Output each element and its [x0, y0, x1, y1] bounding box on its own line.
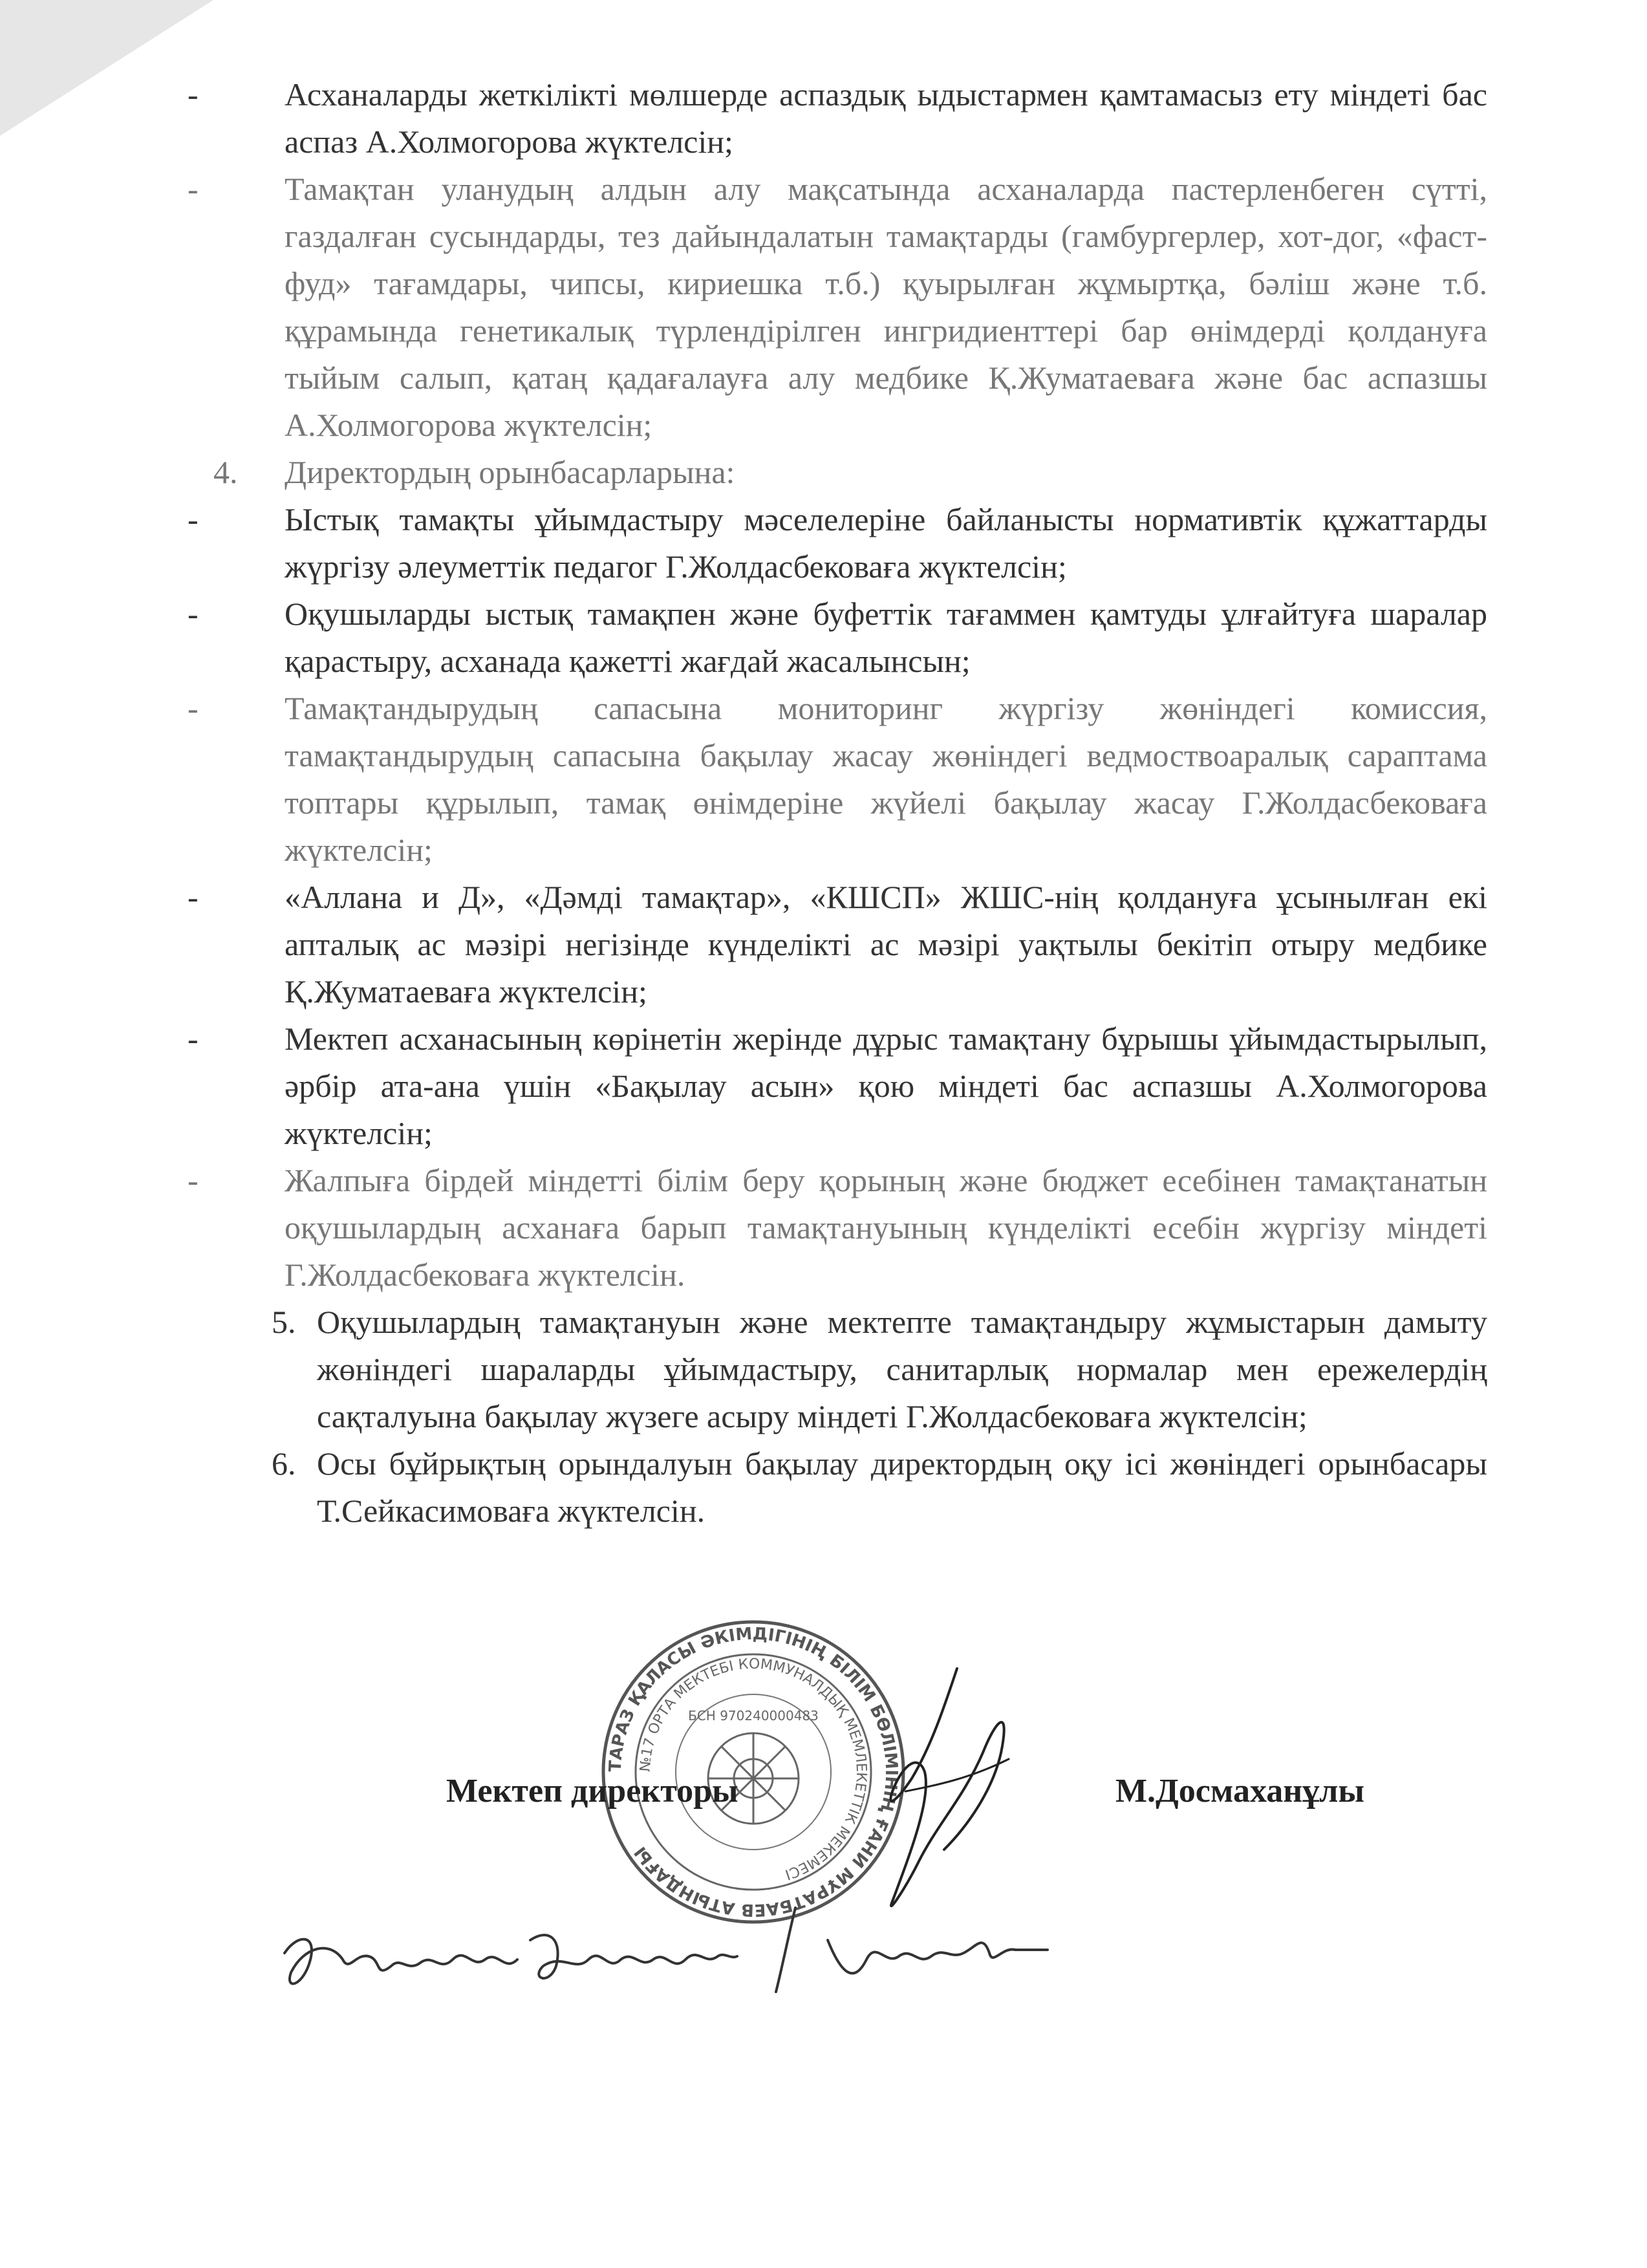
list-item: - Мектеп асханасының көрінетін жерінде дұрыс тамақтану бұрышы ұйымдастырылып, әрбір ата-ана үшін «Бақылау асын» қою міндеті бас аспазшы А.Холмогорова жүктелсін; — [188, 1021, 1487, 1151]
handwritten-note — [272, 1895, 1112, 2011]
director-signature — [815, 1656, 1067, 1927]
list-item: - Ыстық тамақты ұйымдастыру мәселелеріне байланысты нормативтік құжаттарды жүргізу әлеуметтік педагог Г.Жолдасбековаға жүктелсін; — [188, 501, 1487, 585]
list-item: - Асханаларды жеткілікті мөлшерде аспаздық ыдыстармен қамтамасыз ету міндеті бас аспаз А.Холмогорова жүктелсін; — [188, 76, 1487, 160]
director-title: Мектеп директоры — [446, 1773, 738, 1809]
list-item-numbered: 6. Осы бұйрықтың орындалуын бақылау директордың оқу ісі жөніндегі орынбасары Т.Сейкасимоваға жүктелсін. — [272, 1445, 1487, 1529]
list-item: - «Аллана и Д», «Дәмді тамақтар», «КШСП» ЖШС-нің қолдануға ұсынылған екі апталық ас мәзірі негізінде күнделікті ас мәзірі уақтылы бекітіп отыру медбике Қ.Жуматаеваға жүктелсін; — [188, 879, 1487, 1010]
list-item: - Тамақтан уланудың алдын алу мақсатында асханаларда пастерленбеген сүтті, газдалған сусындарды, тез дайындалатын тамақтарды (гамбургерлер, хот-дог, «фаст-фуд» тағамдары, чипсы, кириешка т.б.) қуырылған жұмыртқа, бәліш және т.б. құрамында генетикалық түрлендірілген ингридиенттері бар өнімдерді қолдануға тыйым салып, қатаң қадағалауға алу медбике Қ.Жуматаеваға және бас аспазшы А.Холмогорова жүктелсін; — [188, 171, 1487, 443]
stamp-outer-text: ТАРАЗ ҚАЛАСЫ ӘКІМДІГІНІҢ БІЛІМ БӨЛІМІНІҢ ҒАНИ МҰРАТБАЕВ АТЫНДАҒЫ — [605, 1624, 901, 1920]
list-item-numbered: 5. Оқушылардың тамақтануын және мектепте тамақтандыру жұмыстарын дамыту жөніндегі шараларды ұйымдастыру, санитарлық нормалар мен ережелердің сақталуына бақылау жүзеге асыру міндеті Г.Жолдасбековаға жүктелсін; — [272, 1304, 1487, 1434]
list-item: - Тамақтандырудың сапасына мониторинг жүргізу жөніндегі комиссия, тамақтандырудың сапасына бақылау жасау жөніндегі ведмоствоаралық сараптама топтары құрылып, тамақ өнімдеріне жүйелі бақылау жасау Г.Жолдасбековаға жүктелсін; — [188, 690, 1487, 868]
folded-corner — [0, 0, 213, 136]
list-item: - Оқушыларды ыстық тамақпен және буфеттік тағаммен қамтуды ұлғайтуға шаралар қарастыру, асханада қажетті жағдай жасалынсын; — [188, 596, 1487, 679]
stamp-id: БСН 970240000483 — [688, 1708, 819, 1723]
stamp-inner-text: №17 ОРТА МЕКТЕБІ КОММУНАЛДЫҚ МЕМЛЕКЕТТІК МЕКЕМЕСІ — [637, 1656, 870, 1883]
director-name: М.Досмаханұлы — [1115, 1773, 1364, 1809]
document-body — [188, 71, 1487, 1535]
list-item-numbered: 4. Директордың орынбасарларына: — [213, 454, 735, 490]
list-item: - Жалпыға бірдей міндетті білім беру қорының және бюджет есебінен тамақтанатын оқушылардың асханаға барып тамақтануының күнделікті есебін жүргізу міндеті Г.Жолдасбековаға жүктелсін. — [188, 1162, 1487, 1293]
